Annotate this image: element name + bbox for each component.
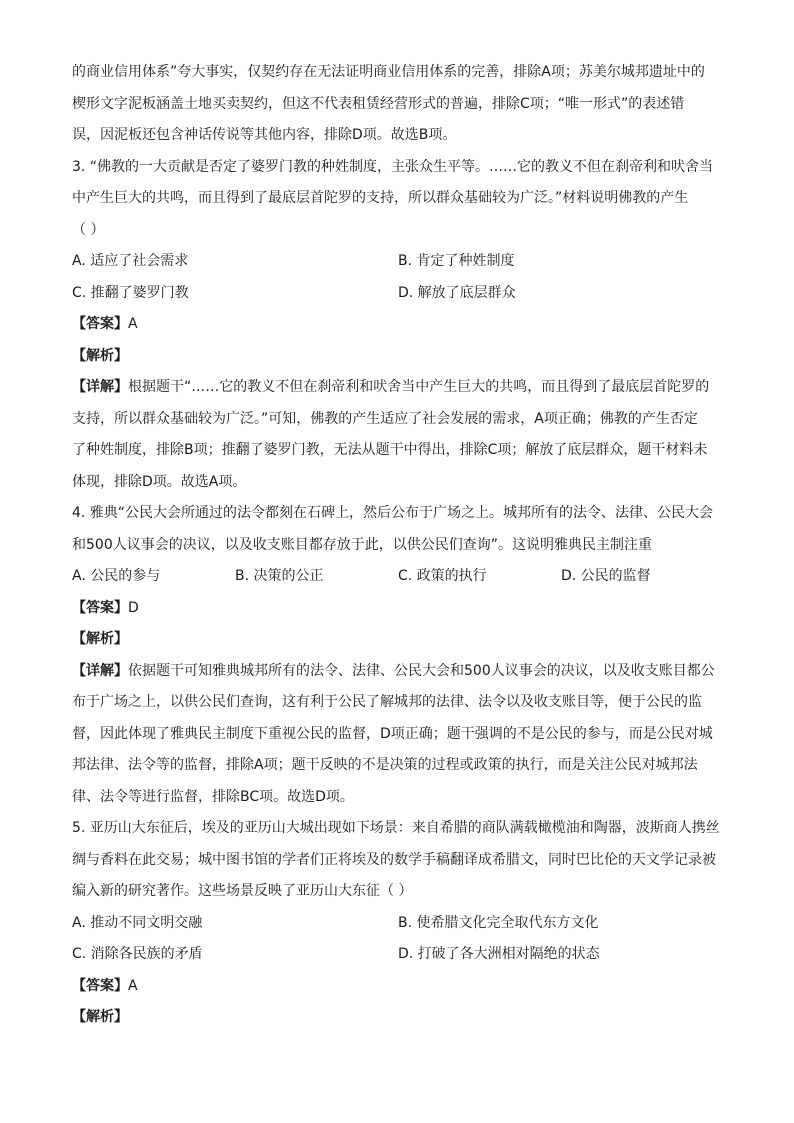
question-5-stem: 5. 亚历山大东征后，埃及的亚历山大城出现如下场景：来自希腊的商队满载橄榄油和陶器，波斯商人携丝 bbox=[72, 820, 720, 836]
answer-label: 【答案】 bbox=[72, 599, 128, 616]
question-3-options-row bbox=[72, 283, 724, 315]
answer-label: 【答案】 bbox=[72, 977, 128, 994]
text-line: 误，因泥板还包含神话传说等其他内容，排除D项。故选B项。 bbox=[72, 127, 457, 143]
question-5-stem: 绸与香料在此交易；城中图书馆的学者们正将埃及的数学手稿翻译成希腊文，同时巴比伦的天文学记录被 bbox=[72, 851, 716, 868]
option-b: B. 肯定了种姓制度 bbox=[398, 253, 515, 269]
text-line: 的商业信用体系”夸大事实，仅契约存在无法证明商业信用体系的完善，排除A项；苏美尔城邦遗址中的 bbox=[72, 64, 705, 80]
option-b: B. 决策的公正 bbox=[235, 568, 324, 584]
question-4-stem: 4. 雅典“公民大会所通过的法令都刻在石碑上，然后公布于广场之上。城邦所有的法令、法律、公民大会 bbox=[72, 505, 714, 521]
detail-text: 依据题干可知雅典城邦所有的法令、法律、公民大会和500人议事会的决议，以及收支账目都公 bbox=[128, 662, 715, 679]
detail-text: 支持，所以群众基础较为广泛。”可知，佛教的产生适应了社会发展的需求，A项正确；佛教的产生否定 bbox=[72, 410, 698, 427]
question-5-options-row bbox=[72, 913, 724, 945]
question-4-options-row bbox=[72, 566, 724, 598]
detail-label: 【详解】 bbox=[72, 379, 128, 395]
option-c: C. 推翻了婆罗门教 bbox=[72, 284, 189, 301]
option-d: D. 解放了底层群众 bbox=[398, 284, 516, 301]
detail-label: 【详解】 bbox=[72, 662, 128, 679]
option-d: D. 打破了各大洲相对隔绝的状态 bbox=[398, 946, 600, 962]
option-d: D. 公民的监督 bbox=[561, 568, 651, 584]
option-b: B. 使希腊文化完全取代东方文化 bbox=[398, 914, 599, 931]
question-4-stem: 和500人议事会的决议，以及收支账目都存放于此，以供公民们查询”。这说明雅典民主制注重 bbox=[72, 536, 652, 553]
detail-line bbox=[72, 661, 724, 693]
option-a: A. 适应了社会需求 bbox=[72, 253, 189, 269]
detail-text: 督，因此体现了雅典民主制度下重视公民的监督，D项正确；题干强调的不是公民的参与，而是公民对城 bbox=[72, 725, 713, 742]
detail-text: 根据题干“……它的教义不但在刹帝利和吠舍当中产生巨大的共鸣，而且得到了最底层首陀罗的 bbox=[128, 379, 710, 395]
question-5-stem: 编入新的研究著作。这些场景反映了亚历山大东征（ ） bbox=[72, 883, 413, 899]
detail-text: 邦法律、法令等的监督，排除A项；题干反映的不是决策的过程或政策的执行，而是关注公民对城邦法 bbox=[72, 757, 698, 773]
analysis-line bbox=[72, 1007, 724, 1039]
option-a: A. 推动不同文明交融 bbox=[72, 914, 203, 931]
answer-line bbox=[72, 314, 724, 346]
text-line: 楔形文字泥板涵盖土地买卖契约，但这不代表租赁经营形式的普遍，排除C项；“唯一形式”的表述错 bbox=[72, 95, 685, 112]
detail-text: 了种姓制度，排除B项；推翻了婆罗门教，无法从题干中得出，排除C项；解放了底层群众，题干材料未 bbox=[72, 442, 708, 458]
analysis-label: 【解析】 bbox=[72, 1009, 128, 1025]
answer-value: A bbox=[128, 316, 138, 332]
question-3-options-row bbox=[72, 251, 724, 283]
answer-value: D bbox=[128, 599, 139, 616]
analysis-label: 【解析】 bbox=[72, 631, 128, 647]
analysis-line bbox=[72, 346, 724, 378]
detail-text: 体现，排除D项。故选A项。 bbox=[72, 473, 247, 490]
question-3-stem: （ ） bbox=[72, 221, 105, 238]
analysis-line bbox=[72, 629, 724, 661]
answer-value: A bbox=[128, 977, 138, 994]
answer-line bbox=[72, 598, 724, 630]
detail-line bbox=[72, 377, 724, 409]
detail-text: 布于广场之上，以供公民们查询，这有利于公民了解城邦的法律、法令以及收支账目等，便于公民的监 bbox=[72, 694, 702, 710]
question-5-options-row bbox=[72, 944, 724, 976]
option-a: A. 公民的参与 bbox=[72, 568, 161, 584]
answer-line bbox=[72, 976, 724, 1008]
detail-text: 律、法令等进行监督，排除BC项。故选D项。 bbox=[72, 788, 354, 805]
option-c: C. 政策的执行 bbox=[398, 568, 487, 584]
page-content bbox=[72, 62, 724, 1039]
question-3-stem: 中产生巨大的共鸣，而且得到了最底层首陀罗的支持，所以群众基础较为广泛。”材料说明佛教的产生 bbox=[72, 190, 689, 206]
answer-label: 【答案】 bbox=[72, 316, 128, 332]
analysis-label: 【解析】 bbox=[72, 347, 128, 364]
option-c: C. 消除各民族的矛盾 bbox=[72, 946, 203, 962]
question-3-stem: 3. “佛教的一大贡献是否定了婆罗门教的种姓制度，主张众生平等。……它的教义不但在刹帝利和吠舍当 bbox=[72, 158, 714, 175]
